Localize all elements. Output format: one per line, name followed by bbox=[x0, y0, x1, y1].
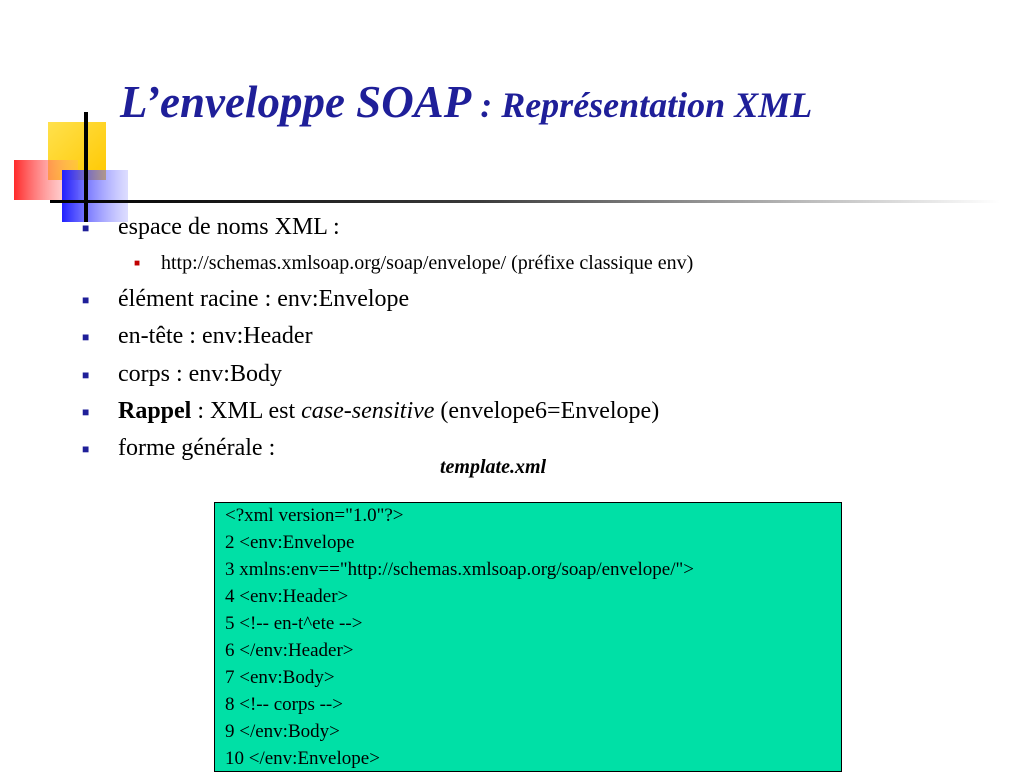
code-line: 7 <env:Body> bbox=[225, 667, 335, 688]
square-bullet-icon: ■ bbox=[82, 221, 90, 235]
list-item: ■ élément racine : env:Envelope bbox=[118, 284, 409, 314]
list-item: ■ forme générale : bbox=[118, 433, 275, 463]
list-item: ■ en-tête : env:Header bbox=[118, 321, 313, 351]
vertical-bar bbox=[84, 112, 88, 222]
code-line: 8 <!-- corps --> bbox=[225, 694, 343, 715]
slide-title bbox=[120, 76, 812, 128]
list-item-sub: ■ http://schemas.xmlsoap.org/soap/envelope/ (préfixe classique env) bbox=[161, 250, 693, 276]
rappel-label: Rappel bbox=[118, 398, 192, 424]
list-item: ■ espace de noms XML : bbox=[118, 212, 340, 242]
square-bullet-icon: ■ bbox=[82, 442, 90, 456]
code-line: 6 </env:Header> bbox=[225, 640, 354, 661]
square-bullet-icon: ■ bbox=[134, 258, 141, 269]
title-divider bbox=[50, 200, 1000, 203]
code-line: <?xml version="1.0"?> bbox=[225, 505, 404, 526]
title-sub: : Représentation XML bbox=[471, 85, 813, 125]
xml-code-box bbox=[214, 502, 842, 772]
code-line: 2 <env:Envelope bbox=[225, 532, 355, 553]
list-item-rappel: ■ Rappel : XML est case-sensitive (envelope6=Envelope) bbox=[118, 396, 659, 426]
code-line: 10 </env:Envelope> bbox=[225, 748, 380, 769]
title-main: L’enveloppe SOAP bbox=[120, 77, 472, 127]
code-line: 3 xmlns:env=="http://schemas.xmlsoap.org/soap/envelope/"> bbox=[225, 559, 694, 580]
square-bullet-icon: ■ bbox=[82, 293, 90, 307]
square-bullet-icon: ■ bbox=[82, 405, 90, 419]
code-line: 9 </env:Body> bbox=[225, 721, 340, 742]
square-bullet-icon: ■ bbox=[82, 330, 90, 344]
code-line: 5 <!-- en-t^ete --> bbox=[225, 613, 363, 634]
list-item: ■ corps : env:Body bbox=[118, 359, 282, 389]
case-sensitive-term: case-sensitive bbox=[301, 398, 435, 424]
square-bullet-icon: ■ bbox=[82, 368, 90, 382]
code-line: 4 <env:Header> bbox=[225, 586, 349, 607]
